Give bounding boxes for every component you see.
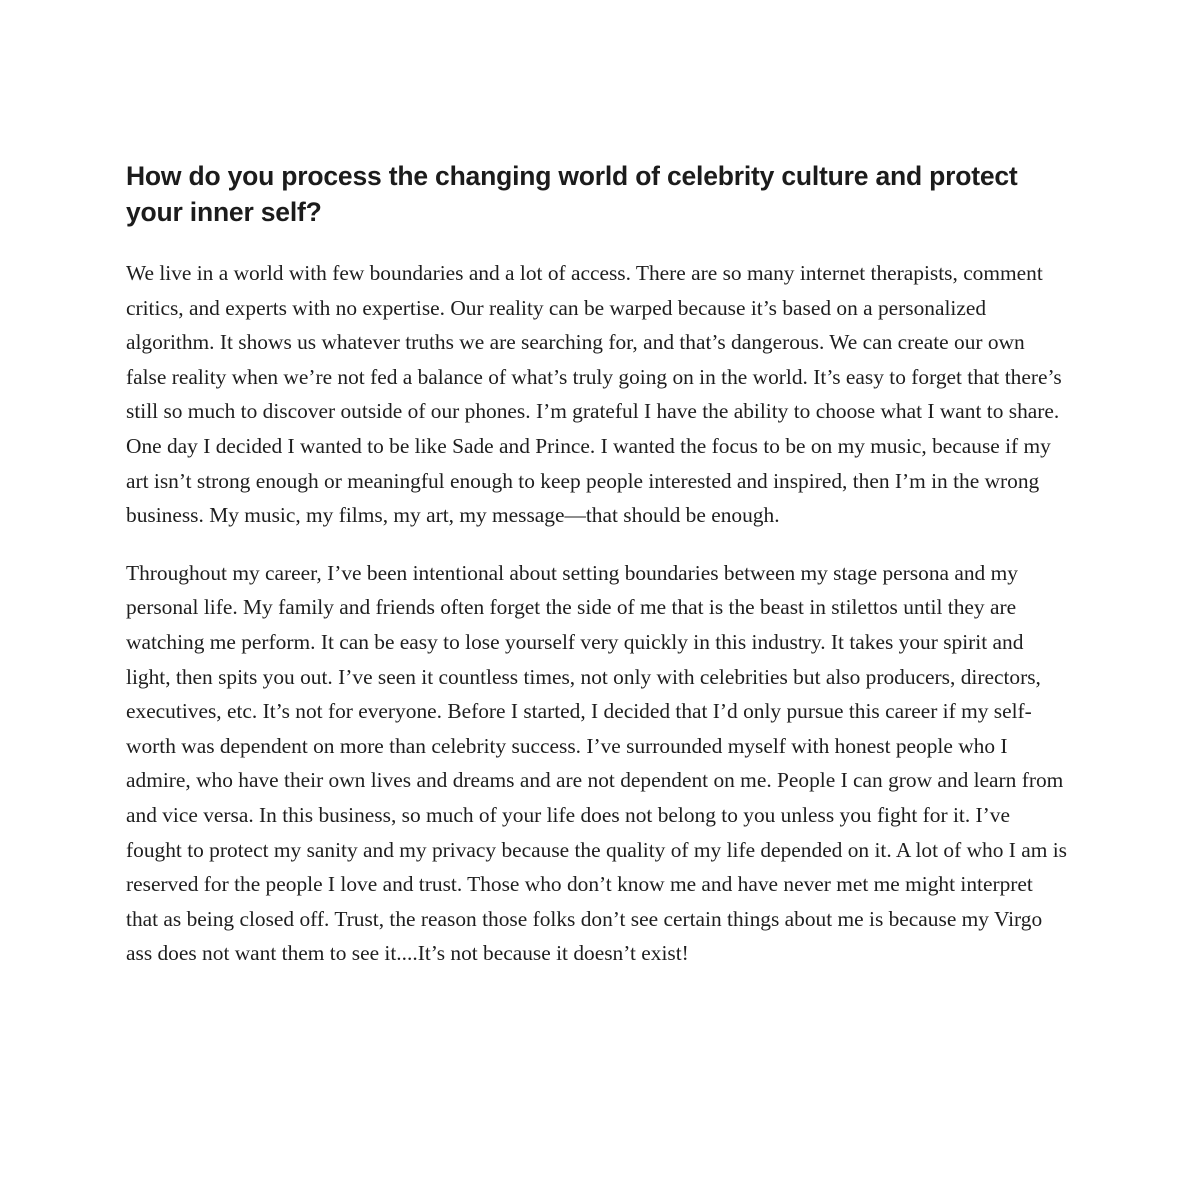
interview-question-heading: How do you process the changing world of celebrity culture and protect your inner self? xyxy=(126,161,1018,227)
answer-paragraph-1: We live in a world with few boundaries and a lot of access. There are so many internet therapists, comment critics, and experts with no expertise. Our reality can be warped because it’s based on a personalized algorithm. It shows us whatever truths we are searching for, and that’s dangerous. We can create our own false reality when we’re not fed a balance of what’s truly going on in the world. It’s easy to forget that there’s still so much to discover outside of our phones. I’m grateful I have the ability to choose what I want to share. One day I decided I wanted to be like Sade and Prince. I wanted the focus to be on my music, because if my art isn’t strong enough or meaningful enough to keep people interested and inspired, then I’m in the wrong business. My music, my films, my art, my message—that should be enough. xyxy=(126,261,1062,528)
interview-article xyxy=(126,158,1070,994)
answer-paragraph-2: Throughout my career, I’ve been intentional about setting boundaries between my stage persona and my personal life. My family and friends often forget the side of me that is the beast in stilettos until they are watching me perform. It can be easy to lose yourself very quickly in this industry. It takes your spirit and light, then spits you out. I’ve seen it countless times, not only with celebrities but also producers, directors, executives, etc. It’s not for everyone. Before I started, I decided that I’d only pursue this career if my self-worth was dependent on more than celebrity success. I’ve surrounded myself with honest people who I admire, who have their own lives and dreams and are not dependent on me. People I can grow and learn from and vice versa. In this business, so much of your life does not belong to you unless you fight for it. I’ve fought to protect my sanity and my privacy because the quality of my life depended on it. A lot of who I am is reserved for the people I love and trust. Those who don’t know me and have never met me might interpret that as being closed off. Trust, the reason those folks don’t see certain things about me is because my Virgo ass does not want them to see it....It’s not because it doesn’t exist! xyxy=(126,560,1067,966)
